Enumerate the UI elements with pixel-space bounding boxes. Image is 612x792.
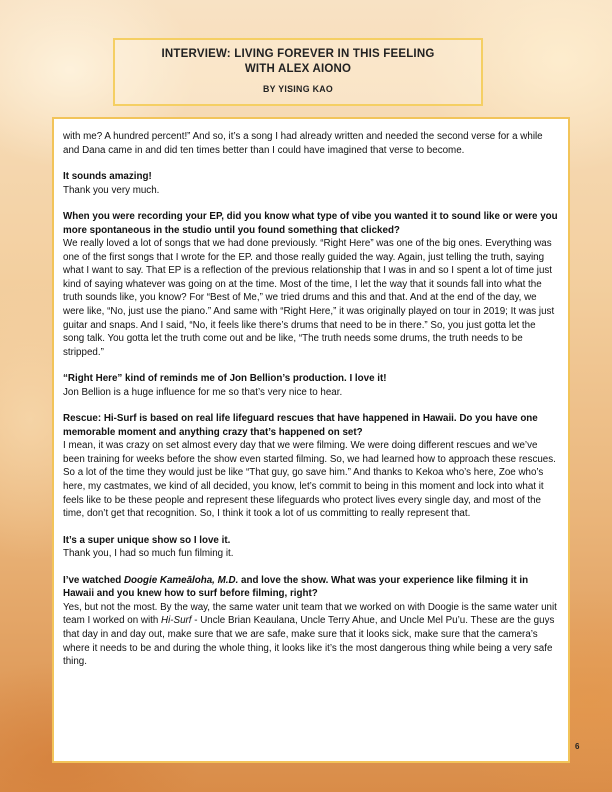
question: When you were recording your EP, did you know what type of vibe you wanted it to sound like or were you more spontaneous in the studio until you found something that clicked? [63,211,558,236]
show-title-italic: Hi-Surf [161,615,192,627]
qa-block [63,210,559,359]
question-text: I’ve watched [63,574,124,586]
article-body [52,117,570,763]
answer: Jon Bellion is a huge influence for me so that’s very nice to hear. [63,386,343,398]
article-title-box [113,38,483,106]
page-number: 6 [575,742,580,751]
question [63,574,559,601]
answer: Thank you, I had so much fun filming it. [63,548,234,560]
answer: We really loved a lot of songs that we had done previously. “Right Here” was one of the big ones. Everything was one of the first songs that I wrote for the EP. and those really guided the way. Again, just telling the truth, saying what I want to say. That EP is a reflection of the previous relationship that I was in and so I spent a lot of time just kind of saying whatever was going on at the time. Most of the time, I let the way that it sounds fall into what the truth sounds like, you know? For “Best of Me,” we tried drums and this and that. And at the end of the day, we were like, “No, just use the piano.” And same with “Right Here,” it was originally played on tour in 2019; It was just guitar and snaps. And I said, “No, it feels like there’s drums that need to be in there.” So, you just gotta let the song talk. You gotta let the truth come out and be like, “The truth needs some drums, the truth needs to be stripped.” [63,238,555,358]
article-title-line-1: INTERVIEW: LIVING FOREVER IN THIS FEELING [161,48,435,60]
intro-paragraph: with me? A hundred percent!” And so, it’s a song I had already written and needed the second verse for a while and Dana came in and did ten times better than I could have imagined that verse to become. [63,131,543,156]
answer-text: - Uncle Brian Keaulana, Uncle Terry Ahue, and Uncle Mel Pu’u. These are the guys that day in and day out, make sure that we are safe, make sure that it looks sick, make sure that the camera’s where it needs to be and during the whole thing, it looks like it’s the most dangerous thing while being a very safe thing. [63,615,555,668]
answer: Thank you very much. [63,184,160,196]
answer [63,601,559,669]
qa-block [63,574,559,669]
qa-block [63,534,559,561]
answer: I mean, it was crazy on set almost every day that we were filming. We were doing different rescues and we’ve been training for weeks before the show even started filming. So, we had learned how to approach these rescues. So a lot of the time they would just be like “That guy, go save him.” And thanks to Kekoa who’s here, Zoe who’s here, my castmates, we kind of all decided, you know, let’s commit to being in this moment and lock into what it feels like to be these people and represent these lifeguards who protect lives every single day, and most of the time, don’t get that recognition. So, I think it took a lot of us committing to really represent that. [63,440,556,520]
byline: BY YISING KAO [262,84,334,94]
qa-block [63,412,559,520]
qa-block [63,372,559,399]
answer-text: Yes, but not the most. By the way, the same water unit team that we worked on with Doogie is the same water unit team I worked on with [63,601,557,627]
question: It’s a super unique show so I love it. [63,534,231,546]
question: “Right Here” kind of reminds me of Jon Bellion’s production. I love it! [63,373,387,385]
show-title-italic: Doogie Kameāloha, M.D. [123,574,239,586]
question: Rescue: Hi-Surf is based on real life lifeguard rescues that have happened in Hawaii. Do you have one memorable moment and anything crazy that’s happened on set? [63,413,538,438]
question-text: and love the show. What was your experience like filming it in Hawaii and you knew how to surf before filming, right? [63,574,529,600]
qa-block [63,170,559,197]
question: It sounds amazing! [63,171,152,183]
article-title-line-2: WITH ALEX AIONO [244,63,352,75]
